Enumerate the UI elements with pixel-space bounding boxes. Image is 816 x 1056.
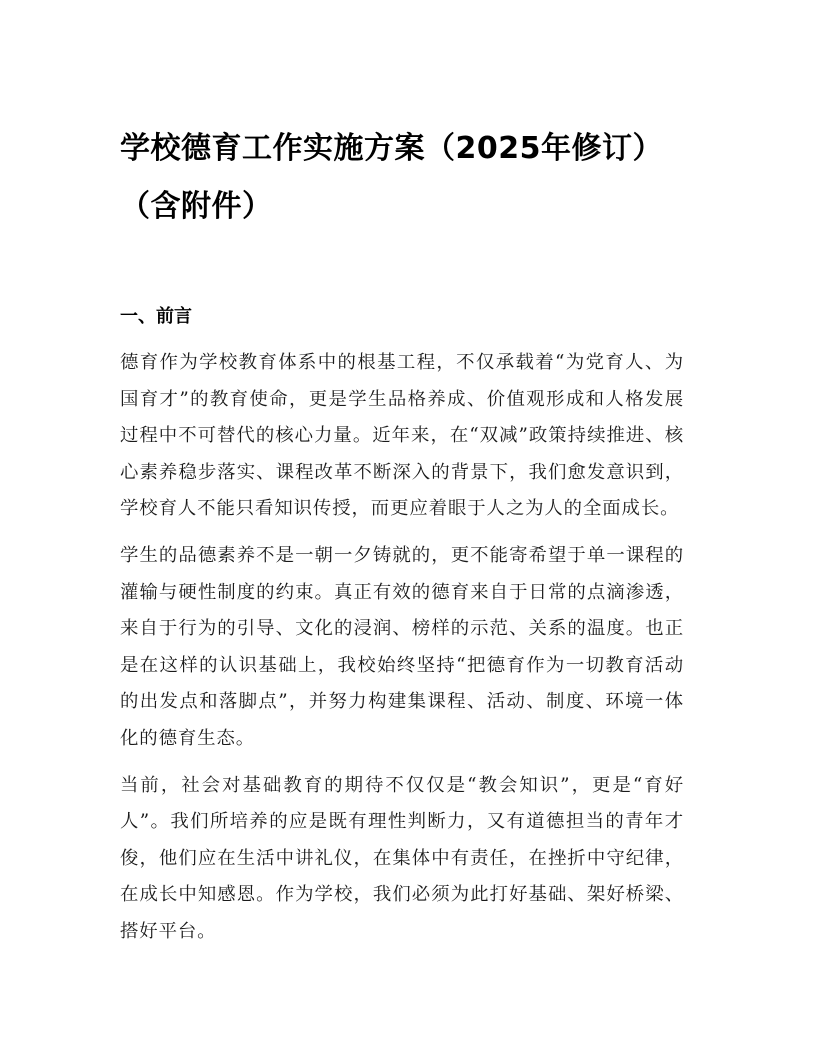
section-body-preface xyxy=(120,345,684,961)
paragraph: 学生的品德素养不是一朝一夕铸就的，更不能寄希望于单一课程的灌输与硬性制度的约束。真正有效的德育来自于日常的点滴渗透，来自于行为的引导、文化的浸润、榜样的示范、关系的温度。也正是在这样的认识基础上，我校始终坚持“把德育作为一切教育活动的出发点和落脚点”，并努力构建集课程、活动、制度、环境一体化的德育生态。 xyxy=(120,544,684,749)
section-heading-preface: 一、前言 xyxy=(120,306,192,327)
paragraph: 德育作为学校教育体系中的根基工程，不仅承载着“为党育人、为国育才”的教育使命，更是学生品格养成、价值观形成和人格发展过程中不可替代的核心力量。近年来，在“双减”政策持续推进、核心素养稳步落实、课程改革不断深入的背景下，我们愈发意识到，学校育人不能只看知识传授，而更应着眼于人之为人的全面成长。 xyxy=(120,352,684,520)
paragraph: 当前，社会对基础教育的期待不仅仅是“教会知识”，更是“育好人”。我们所培养的应是既有理性判断力，又有道德担当的青年才俊，他们应在生活中讲礼仪，在集体中有责任，在挫折中守纪律，在成长中知感恩。作为学校，我们必须为此打好基础、架好桥梁、搭好平台。 xyxy=(120,774,684,942)
document-title: 学校德育工作实施方案（2025年修订）（含附件） xyxy=(120,131,663,224)
